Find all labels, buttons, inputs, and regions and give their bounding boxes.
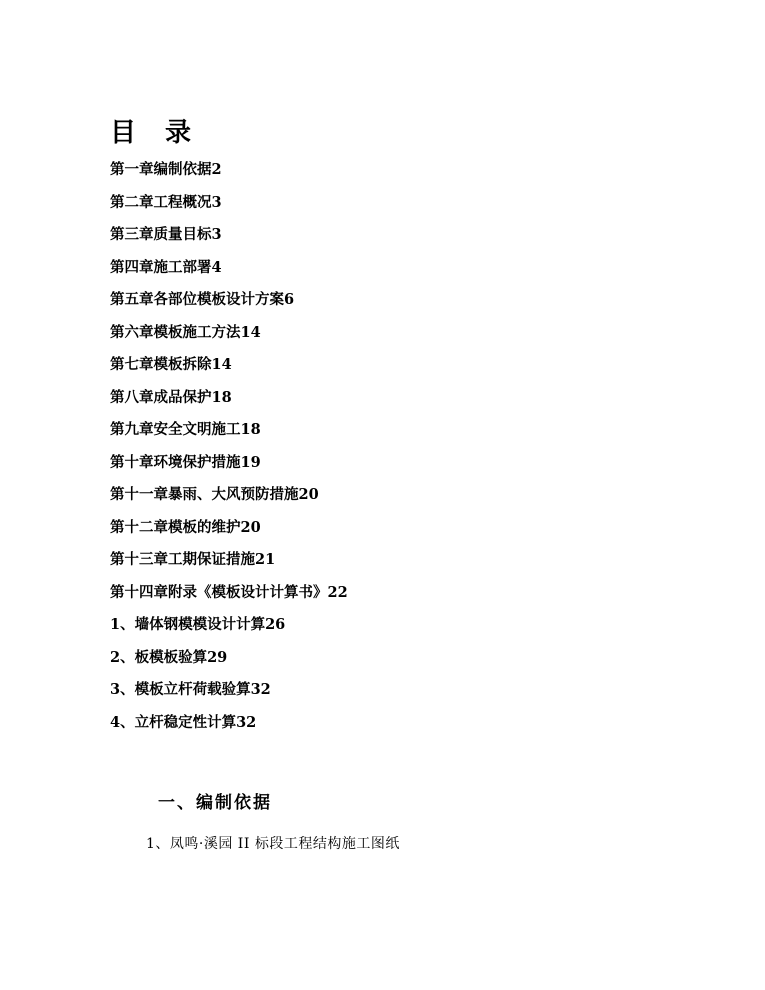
list-item: 第五章各部位模板设计方案6	[110, 291, 295, 309]
list-item: 第七章模板拆除14	[110, 356, 232, 374]
list-item: 4、立杆稳定性计算32	[110, 713, 257, 731]
body-paragraph: 1、凤鸣·溪园 II 标段工程结构施工图纸	[146, 836, 400, 853]
list-item: 第二章工程概况3	[110, 193, 222, 211]
list-item: 第十一章暴雨、大风预防措施20	[110, 486, 319, 504]
list-item: 第十三章工期保证措施21	[110, 551, 276, 569]
list-item: 第九章安全文明施工18	[110, 421, 261, 439]
list-item: 1、墙体钢模模设计计算26	[110, 616, 286, 634]
list-item: 第八章成品保护18	[110, 388, 232, 406]
table-of-contents	[110, 163, 670, 730]
list-item: 第六章模板施工方法14	[110, 323, 261, 341]
list-item: 第十二章模板的维护20	[110, 518, 261, 536]
page-content	[110, 118, 670, 853]
list-item: 第一章编制依据2	[110, 161, 222, 179]
list-item: 第三章质量目标3	[110, 226, 222, 244]
list-item: 第四章施工部署4	[110, 258, 222, 276]
page-title: 目 录	[110, 118, 202, 148]
list-item: 第十章环境保护措施19	[110, 453, 261, 471]
list-item: 2、板模板验算29	[110, 648, 228, 666]
list-item: 第十四章附录《模板设计计算书》22	[110, 583, 348, 601]
list-item: 3、模板立杆荷载验算32	[110, 681, 271, 699]
section-heading: 一、编制依据	[158, 793, 272, 814]
